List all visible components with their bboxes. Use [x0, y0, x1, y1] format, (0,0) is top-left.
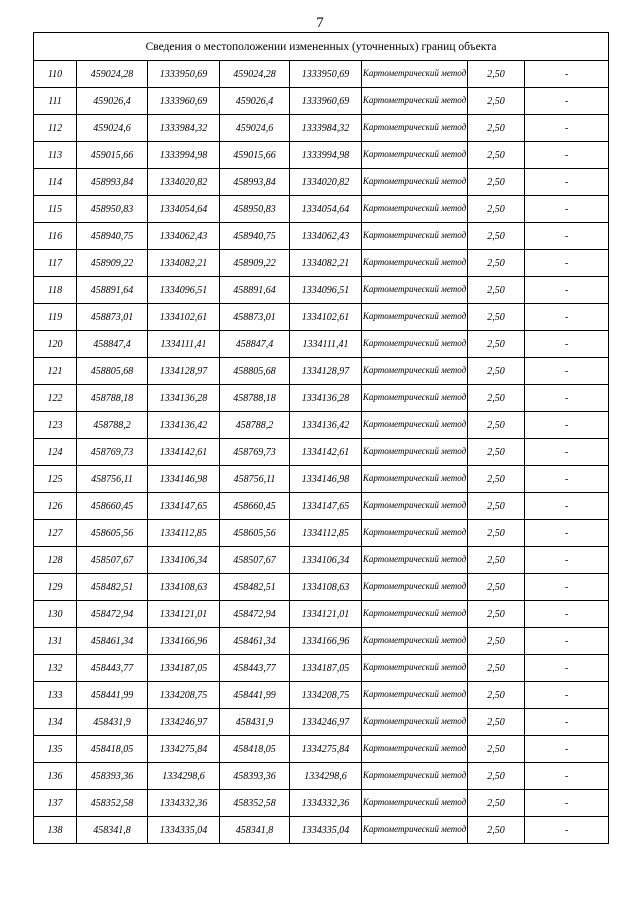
- point-number-cell: 122: [34, 385, 77, 412]
- method-cell: Картометрический метод: [362, 493, 468, 520]
- table-row: [34, 385, 609, 412]
- existing-y-cell: 1334054,64: [148, 196, 220, 223]
- existing-y-cell: 1334136,28: [148, 385, 220, 412]
- note-cell: -: [525, 169, 609, 196]
- existing-x-cell: 458909,22: [77, 250, 148, 277]
- accuracy-cell: 2,50: [468, 439, 525, 466]
- specified-x-cell: 458352,58: [220, 790, 290, 817]
- note-cell: -: [525, 493, 609, 520]
- existing-y-cell: 1334136,42: [148, 412, 220, 439]
- note-cell: -: [525, 763, 609, 790]
- existing-x-cell: 459026,4: [77, 88, 148, 115]
- accuracy-cell: 2,50: [468, 196, 525, 223]
- specified-y-cell: 1334096,51: [290, 277, 362, 304]
- existing-y-cell: 1334020,82: [148, 169, 220, 196]
- existing-x-cell: 459024,28: [77, 61, 148, 88]
- note-cell: -: [525, 358, 609, 385]
- note-cell: -: [525, 61, 609, 88]
- specified-y-cell: 1334246,97: [290, 709, 362, 736]
- existing-x-cell: 458805,68: [77, 358, 148, 385]
- specified-x-cell: 458418,05: [220, 736, 290, 763]
- note-cell: -: [525, 88, 609, 115]
- existing-y-cell: 1334102,61: [148, 304, 220, 331]
- existing-x-cell: 458472,94: [77, 601, 148, 628]
- specified-y-cell: 1334298,6: [290, 763, 362, 790]
- point-number-cell: 116: [34, 223, 77, 250]
- specified-x-cell: 458769,73: [220, 439, 290, 466]
- note-cell: -: [525, 628, 609, 655]
- existing-y-cell: 1334187,05: [148, 655, 220, 682]
- table-row: [34, 142, 609, 169]
- specified-y-cell: 1334108,63: [290, 574, 362, 601]
- specified-x-cell: 458472,94: [220, 601, 290, 628]
- existing-y-cell: 1334121,01: [148, 601, 220, 628]
- method-cell: Картометрический метод: [362, 277, 468, 304]
- specified-y-cell: 1334208,75: [290, 682, 362, 709]
- table-row: [34, 628, 609, 655]
- specified-y-cell: 1334166,96: [290, 628, 362, 655]
- specified-y-cell: 1334062,43: [290, 223, 362, 250]
- existing-y-cell: 1334096,51: [148, 277, 220, 304]
- point-number-cell: 121: [34, 358, 77, 385]
- point-number-cell: 135: [34, 736, 77, 763]
- table-row: [34, 439, 609, 466]
- accuracy-cell: 2,50: [468, 709, 525, 736]
- accuracy-cell: 2,50: [468, 223, 525, 250]
- existing-x-cell: 458891,64: [77, 277, 148, 304]
- table-row: [34, 277, 609, 304]
- table-row: [34, 466, 609, 493]
- specified-y-cell: 1333960,69: [290, 88, 362, 115]
- point-number-cell: 134: [34, 709, 77, 736]
- table-row: [34, 655, 609, 682]
- specified-y-cell: 1334112,85: [290, 520, 362, 547]
- table-row: [34, 331, 609, 358]
- point-number-cell: 118: [34, 277, 77, 304]
- table-row: [34, 196, 609, 223]
- accuracy-cell: 2,50: [468, 358, 525, 385]
- table-row: [34, 115, 609, 142]
- accuracy-cell: 2,50: [468, 790, 525, 817]
- point-number-cell: 123: [34, 412, 77, 439]
- table-row: [34, 169, 609, 196]
- point-number-cell: 136: [34, 763, 77, 790]
- accuracy-cell: 2,50: [468, 763, 525, 790]
- existing-x-cell: 458441,99: [77, 682, 148, 709]
- accuracy-cell: 2,50: [468, 601, 525, 628]
- existing-x-cell: 458950,83: [77, 196, 148, 223]
- specified-y-cell: 1334332,36: [290, 790, 362, 817]
- specified-y-cell: 1334136,42: [290, 412, 362, 439]
- table-row: [34, 88, 609, 115]
- existing-x-cell: 458418,05: [77, 736, 148, 763]
- existing-y-cell: 1334147,65: [148, 493, 220, 520]
- accuracy-cell: 2,50: [468, 277, 525, 304]
- existing-x-cell: 458940,75: [77, 223, 148, 250]
- existing-x-cell: 458482,51: [77, 574, 148, 601]
- note-cell: -: [525, 655, 609, 682]
- method-cell: Картометрический метод: [362, 115, 468, 142]
- specified-x-cell: 458441,99: [220, 682, 290, 709]
- existing-y-cell: 1334246,97: [148, 709, 220, 736]
- table-row: [34, 412, 609, 439]
- specified-x-cell: 458891,64: [220, 277, 290, 304]
- specified-y-cell: 1334275,84: [290, 736, 362, 763]
- point-number-cell: 129: [34, 574, 77, 601]
- specified-x-cell: 458393,36: [220, 763, 290, 790]
- method-cell: Картометрический метод: [362, 601, 468, 628]
- existing-x-cell: 458461,34: [77, 628, 148, 655]
- point-number-cell: 120: [34, 331, 77, 358]
- note-cell: -: [525, 520, 609, 547]
- accuracy-cell: 2,50: [468, 574, 525, 601]
- specified-y-cell: 1334082,21: [290, 250, 362, 277]
- table-row: [34, 61, 609, 88]
- table-row: [34, 250, 609, 277]
- specified-y-cell: 1333994,98: [290, 142, 362, 169]
- specified-x-cell: 458431,9: [220, 709, 290, 736]
- table-row: [34, 223, 609, 250]
- existing-y-cell: 1334082,21: [148, 250, 220, 277]
- specified-x-cell: 458605,56: [220, 520, 290, 547]
- specified-x-cell: 458788,18: [220, 385, 290, 412]
- existing-y-cell: 1334335,04: [148, 817, 220, 844]
- point-number-cell: 112: [34, 115, 77, 142]
- specified-x-cell: 458482,51: [220, 574, 290, 601]
- specified-x-cell: 458660,45: [220, 493, 290, 520]
- method-cell: Картометрический метод: [362, 466, 468, 493]
- existing-y-cell: 1334062,43: [148, 223, 220, 250]
- specified-y-cell: 1334020,82: [290, 169, 362, 196]
- point-number-cell: 128: [34, 547, 77, 574]
- specified-y-cell: 1333984,32: [290, 115, 362, 142]
- note-cell: -: [525, 250, 609, 277]
- accuracy-cell: 2,50: [468, 331, 525, 358]
- note-cell: -: [525, 385, 609, 412]
- method-cell: Картометрический метод: [362, 817, 468, 844]
- accuracy-cell: 2,50: [468, 547, 525, 574]
- method-cell: Картометрический метод: [362, 223, 468, 250]
- specified-x-cell: 458341,8: [220, 817, 290, 844]
- table-row: [34, 493, 609, 520]
- method-cell: Картометрический метод: [362, 304, 468, 331]
- existing-y-cell: 1334106,34: [148, 547, 220, 574]
- specified-y-cell: 1333950,69: [290, 61, 362, 88]
- table-row: [34, 790, 609, 817]
- existing-x-cell: 459024,6: [77, 115, 148, 142]
- specified-y-cell: 1334121,01: [290, 601, 362, 628]
- method-cell: Картометрический метод: [362, 547, 468, 574]
- note-cell: -: [525, 547, 609, 574]
- existing-y-cell: 1333994,98: [148, 142, 220, 169]
- existing-x-cell: 458847,4: [77, 331, 148, 358]
- existing-x-cell: 458341,8: [77, 817, 148, 844]
- method-cell: Картометрический метод: [362, 331, 468, 358]
- existing-x-cell: 458431,9: [77, 709, 148, 736]
- specified-x-cell: 458847,4: [220, 331, 290, 358]
- point-number-cell: 114: [34, 169, 77, 196]
- existing-y-cell: 1334111,41: [148, 331, 220, 358]
- accuracy-cell: 2,50: [468, 115, 525, 142]
- specified-x-cell: 458788,2: [220, 412, 290, 439]
- table-row: [34, 763, 609, 790]
- method-cell: Картометрический метод: [362, 169, 468, 196]
- existing-x-cell: 458352,58: [77, 790, 148, 817]
- accuracy-cell: 2,50: [468, 250, 525, 277]
- point-number-cell: 137: [34, 790, 77, 817]
- existing-y-cell: 1334112,85: [148, 520, 220, 547]
- note-cell: -: [525, 682, 609, 709]
- method-cell: Картометрический метод: [362, 412, 468, 439]
- existing-y-cell: 1334146,98: [148, 466, 220, 493]
- method-cell: Картометрический метод: [362, 763, 468, 790]
- table-row: [34, 547, 609, 574]
- accuracy-cell: 2,50: [468, 88, 525, 115]
- existing-y-cell: 1334275,84: [148, 736, 220, 763]
- specified-x-cell: 458507,67: [220, 547, 290, 574]
- accuracy-cell: 2,50: [468, 385, 525, 412]
- point-number-cell: 113: [34, 142, 77, 169]
- note-cell: -: [525, 115, 609, 142]
- point-number-cell: 133: [34, 682, 77, 709]
- specified-x-cell: 459024,28: [220, 61, 290, 88]
- method-cell: Картометрический метод: [362, 439, 468, 466]
- specified-y-cell: 1334142,61: [290, 439, 362, 466]
- note-cell: -: [525, 601, 609, 628]
- table-row: [34, 601, 609, 628]
- specified-x-cell: 458756,11: [220, 466, 290, 493]
- existing-y-cell: 1334108,63: [148, 574, 220, 601]
- accuracy-cell: 2,50: [468, 412, 525, 439]
- note-cell: -: [525, 736, 609, 763]
- specified-y-cell: 1334146,98: [290, 466, 362, 493]
- note-cell: -: [525, 574, 609, 601]
- specified-x-cell: 459024,6: [220, 115, 290, 142]
- note-cell: -: [525, 790, 609, 817]
- table-body: [34, 33, 609, 844]
- table-row: [34, 682, 609, 709]
- accuracy-cell: 2,50: [468, 520, 525, 547]
- note-cell: -: [525, 142, 609, 169]
- existing-x-cell: 458788,2: [77, 412, 148, 439]
- existing-x-cell: 458769,73: [77, 439, 148, 466]
- accuracy-cell: 2,50: [468, 817, 525, 844]
- note-cell: -: [525, 304, 609, 331]
- specified-y-cell: 1334335,04: [290, 817, 362, 844]
- existing-x-cell: 458756,11: [77, 466, 148, 493]
- point-number-cell: 125: [34, 466, 77, 493]
- table-caption-row: [34, 33, 609, 61]
- accuracy-cell: 2,50: [468, 169, 525, 196]
- specified-y-cell: 1334102,61: [290, 304, 362, 331]
- specified-y-cell: 1334128,97: [290, 358, 362, 385]
- method-cell: Картометрический метод: [362, 196, 468, 223]
- method-cell: Картометрический метод: [362, 655, 468, 682]
- table-row: [34, 709, 609, 736]
- accuracy-cell: 2,50: [468, 628, 525, 655]
- point-number-cell: 138: [34, 817, 77, 844]
- method-cell: Картометрический метод: [362, 628, 468, 655]
- point-number-cell: 110: [34, 61, 77, 88]
- existing-x-cell: 458873,01: [77, 304, 148, 331]
- specified-x-cell: 458461,34: [220, 628, 290, 655]
- point-number-cell: 126: [34, 493, 77, 520]
- table-row: [34, 574, 609, 601]
- note-cell: -: [525, 709, 609, 736]
- note-cell: -: [525, 277, 609, 304]
- specified-y-cell: 1334106,34: [290, 547, 362, 574]
- method-cell: Картометрический метод: [362, 682, 468, 709]
- table-row: [34, 520, 609, 547]
- method-cell: Картометрический метод: [362, 142, 468, 169]
- existing-y-cell: 1334166,96: [148, 628, 220, 655]
- note-cell: -: [525, 817, 609, 844]
- accuracy-cell: 2,50: [468, 493, 525, 520]
- specified-x-cell: 458909,22: [220, 250, 290, 277]
- specified-x-cell: 458443,77: [220, 655, 290, 682]
- point-number-cell: 127: [34, 520, 77, 547]
- table-caption: Сведения о местоположении измененных (уточненных) границ объекта: [34, 33, 609, 61]
- point-number-cell: 131: [34, 628, 77, 655]
- note-cell: -: [525, 331, 609, 358]
- existing-x-cell: 458393,36: [77, 763, 148, 790]
- method-cell: Картометрический метод: [362, 358, 468, 385]
- method-cell: Картометрический метод: [362, 385, 468, 412]
- specified-y-cell: 1334147,65: [290, 493, 362, 520]
- accuracy-cell: 2,50: [468, 142, 525, 169]
- method-cell: Картометрический метод: [362, 574, 468, 601]
- method-cell: Картометрический метод: [362, 736, 468, 763]
- specified-y-cell: 1334054,64: [290, 196, 362, 223]
- specified-x-cell: 458940,75: [220, 223, 290, 250]
- method-cell: Картометрический метод: [362, 790, 468, 817]
- specified-y-cell: 1334136,28: [290, 385, 362, 412]
- point-number-cell: 115: [34, 196, 77, 223]
- existing-y-cell: 1334332,36: [148, 790, 220, 817]
- accuracy-cell: 2,50: [468, 655, 525, 682]
- point-number-cell: 119: [34, 304, 77, 331]
- existing-x-cell: 458443,77: [77, 655, 148, 682]
- accuracy-cell: 2,50: [468, 61, 525, 88]
- existing-x-cell: 458993,84: [77, 169, 148, 196]
- method-cell: Картометрический метод: [362, 250, 468, 277]
- table-row: [34, 817, 609, 844]
- boundary-coordinates-table: [33, 32, 609, 844]
- note-cell: -: [525, 466, 609, 493]
- existing-x-cell: 458605,56: [77, 520, 148, 547]
- existing-x-cell: 459015,66: [77, 142, 148, 169]
- page-number: 7: [316, 15, 324, 31]
- point-number-cell: 124: [34, 439, 77, 466]
- point-number-cell: 132: [34, 655, 77, 682]
- table-row: [34, 304, 609, 331]
- specified-x-cell: 459026,4: [220, 88, 290, 115]
- existing-y-cell: 1334142,61: [148, 439, 220, 466]
- existing-y-cell: 1333984,32: [148, 115, 220, 142]
- method-cell: Картометрический метод: [362, 61, 468, 88]
- table-row: [34, 736, 609, 763]
- specified-y-cell: 1334111,41: [290, 331, 362, 358]
- point-number-cell: 111: [34, 88, 77, 115]
- existing-x-cell: 458660,45: [77, 493, 148, 520]
- existing-y-cell: 1334298,6: [148, 763, 220, 790]
- accuracy-cell: 2,50: [468, 682, 525, 709]
- point-number-cell: 130: [34, 601, 77, 628]
- accuracy-cell: 2,50: [468, 304, 525, 331]
- note-cell: -: [525, 439, 609, 466]
- specified-x-cell: 458873,01: [220, 304, 290, 331]
- existing-y-cell: 1333960,69: [148, 88, 220, 115]
- specified-y-cell: 1334187,05: [290, 655, 362, 682]
- accuracy-cell: 2,50: [468, 466, 525, 493]
- note-cell: -: [525, 412, 609, 439]
- existing-y-cell: 1334128,97: [148, 358, 220, 385]
- existing-x-cell: 458507,67: [77, 547, 148, 574]
- specified-x-cell: 458993,84: [220, 169, 290, 196]
- accuracy-cell: 2,50: [468, 736, 525, 763]
- method-cell: Картометрический метод: [362, 520, 468, 547]
- table-row: [34, 358, 609, 385]
- method-cell: Картометрический метод: [362, 709, 468, 736]
- specified-x-cell: 458950,83: [220, 196, 290, 223]
- point-number-cell: 117: [34, 250, 77, 277]
- note-cell: -: [525, 196, 609, 223]
- existing-y-cell: 1333950,69: [148, 61, 220, 88]
- existing-y-cell: 1334208,75: [148, 682, 220, 709]
- existing-x-cell: 458788,18: [77, 385, 148, 412]
- specified-x-cell: 459015,66: [220, 142, 290, 169]
- method-cell: Картометрический метод: [362, 88, 468, 115]
- specified-x-cell: 458805,68: [220, 358, 290, 385]
- note-cell: -: [525, 223, 609, 250]
